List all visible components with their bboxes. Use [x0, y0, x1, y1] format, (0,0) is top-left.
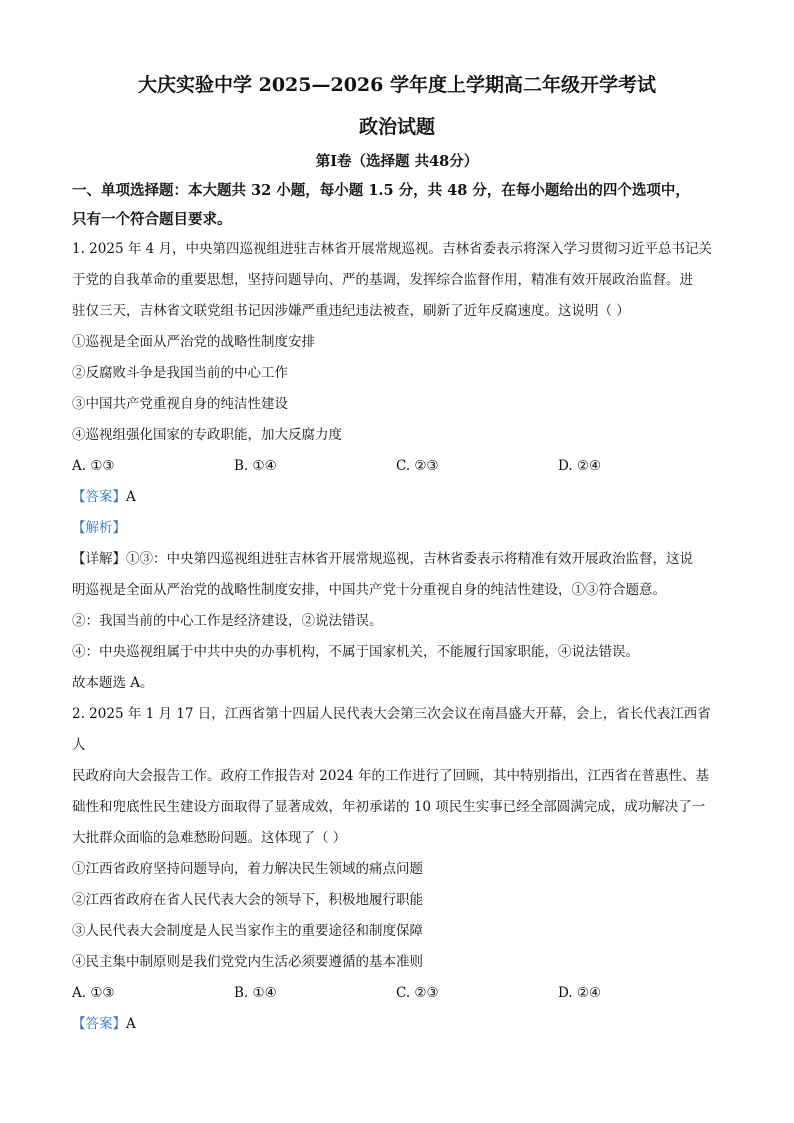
- option-a: A. ①③: [72, 458, 115, 474]
- question-stem-line: 驻仅三天，吉林省文联党组书记因涉嫌严重违纪违法被查，刷新了近年反腐速度。这说明（ ）: [72, 303, 630, 319]
- section-heading: [72, 176, 722, 234]
- detail-tag: 【详解】: [72, 551, 126, 567]
- detail-text: ①③：中央第四巡视组进驻吉林省开展常规巡视，吉林省委表示将精准有效开展政治监督，这说: [126, 551, 693, 567]
- options-row: [72, 978, 722, 1009]
- statement: ①巡视是全面从严治党的战略性制度安排: [72, 334, 315, 350]
- option-d: D. ②④: [558, 985, 602, 1001]
- option-a: A. ①③: [72, 985, 115, 1001]
- detail-line: [72, 544, 722, 575]
- answer-tag: 【答案】: [72, 1016, 126, 1032]
- question-stem-line: 大批群众面临的急难愁盼问题。这体现了（ ）: [72, 830, 347, 846]
- option-b: B. ①④: [234, 458, 277, 474]
- option-b: B. ①④: [234, 985, 277, 1001]
- answer-value: A: [126, 1016, 136, 1032]
- detail-line: ②：我国当前的中心工作是经济建设，②说法错误。: [72, 613, 383, 629]
- question-stem-line: 2. 2025 年 1 月 17 日，江西省第十四届人民代表大会第三次会议在南昌盛大开幕，会上，省长代表江西省人: [72, 706, 711, 753]
- question-stem-line: 1. 2025 年 4 月，中央第四巡视组进驻吉林省开展常规巡视。吉林省委表示将深入学习贯彻习近平总书记关: [72, 241, 712, 257]
- analysis-line: [72, 513, 722, 544]
- question-2: [72, 699, 722, 1040]
- section-heading-line: 只有一个符合题目要求。: [72, 211, 232, 228]
- statement: ③中国共产党重视自身的纯洁性建设: [72, 396, 288, 412]
- question-stem-line: 于党的自我革命的重要思想，坚持问题导向、严的基调，发挥综合监督作用，精准有效开展政治监督。进: [72, 272, 693, 288]
- statement: ③人民代表大会制度是人民当家作主的重要途径和制度保障: [72, 923, 423, 939]
- option-c: C. ②③: [396, 985, 439, 1001]
- question-stem-line: 础性和兜底性民生建设方面取得了显著成效，年初承诺的 10 项民生实事已经全部圆满完成，成功解决了一: [72, 799, 706, 815]
- statement: ①江西省政府坚持问题导向，着力解决民生领域的痛点问题: [72, 861, 423, 877]
- exam-title: 大庆实验中学 2025—2026 学年度上学期高二年级开学考试: [138, 74, 656, 96]
- detail-line: ④：中央巡视组属于中共中央的办事机构，不属于国家机关，不能履行国家职能，④说法错误。: [72, 644, 639, 660]
- section-heading-line: 一、单项选择题：本大题共 32 小题，每小题 1.5 分，共 48 分，在每小题给出的四个选项中，: [72, 182, 690, 199]
- question-stem-line: 民政府向大会报告工作。政府工作报告对 2024 年的工作进行了回顾，其中特别指出，江西省在普惠性、基: [72, 768, 709, 784]
- statement: ②反腐败斗争是我国当前的中心工作: [72, 365, 288, 381]
- answer-tag: 【答案】: [72, 489, 126, 505]
- answer-line: [72, 1009, 722, 1040]
- statement: ②江西省政府在省人民代表大会的领导下，积极地履行职能: [72, 892, 423, 908]
- detail-line: 故本题选 A。: [72, 675, 154, 691]
- statement: ④巡视组强化国家的专政职能，加大反腐力度: [72, 427, 342, 443]
- options-row: [72, 451, 722, 482]
- answer-line: [72, 482, 722, 513]
- statement: ④民主集中制原则是我们党党内生活必须要遵循的基本准则: [72, 954, 423, 970]
- analysis-tag: 【解析】: [72, 520, 126, 536]
- part-heading: 第Ⅰ卷（选择题 共48分）: [315, 153, 479, 170]
- option-d: D. ②④: [558, 458, 602, 474]
- option-c: C. ②③: [396, 458, 439, 474]
- detail-line: 明巡视是全面从严治党的战略性制度安排，中国共产党十分重视自身的纯洁性建设，①③符合题意。: [72, 582, 666, 598]
- subject-title: 政治试题: [358, 116, 435, 138]
- question-1: [72, 234, 722, 699]
- answer-value: A: [126, 489, 136, 505]
